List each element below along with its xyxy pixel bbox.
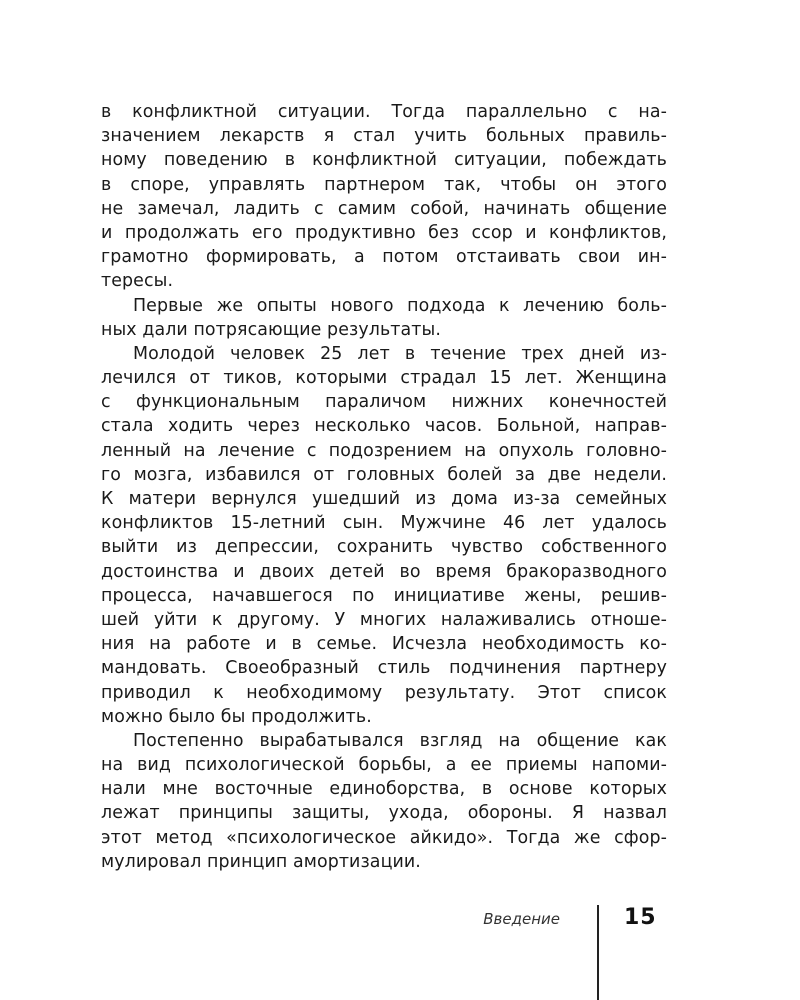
text-line: шей уйти к другому. У многих налаживались отноше- <box>101 609 667 630</box>
page-number: 15 <box>624 905 657 930</box>
text-line: лечился от тиков, которыми страдал 15 лет. Женщина <box>101 368 667 389</box>
paragraph-2 <box>101 294 667 342</box>
text-line: на вид психологической борьбы, а ее приемы напоми- <box>101 755 667 776</box>
text-line: К матери вернулся ушедший из дома из-за семейных <box>101 489 667 509</box>
text-line: Молодой человек 25 лет в течение трех дней из- <box>133 343 667 364</box>
text-line: достоинства и двоих детей во время бракоразводного <box>101 561 667 582</box>
text-line: ния на работе и в семье. Исчезла необходимость ко- <box>101 634 667 655</box>
text-line: процесса, начавшегося по инициативе жены, решив- <box>101 585 667 606</box>
text-line: лежат принципы защиты, ухода, обороны. Я назвал <box>101 803 667 824</box>
running-footer-title: Введение <box>483 910 560 928</box>
text-line: грамотно формировать, а потом отстаивать свои ин- <box>101 247 667 268</box>
text-line: стала ходить через несколько часов. Больной, направ- <box>101 416 667 437</box>
paragraph-3 <box>101 342 667 729</box>
text-line: конфликтов 15-летний сын. Мужчине 46 лет удалось <box>101 513 667 534</box>
text-line: значением лекарств я стал учить больных правиль- <box>101 126 667 147</box>
text-line: можно было бы продолжить. <box>101 706 372 727</box>
text-line: мулировал принцип амортизации. <box>101 851 421 872</box>
text-line: Первые же опыты нового подхода к лечению боль- <box>133 295 667 316</box>
text-line: го мозга, избавился от головных болей за две недели. <box>101 464 667 485</box>
body-text <box>101 100 667 874</box>
text-line: с функциональным параличом нижних конечностей <box>101 392 667 413</box>
text-line: в споре, управлять партнером так, чтобы он этого <box>101 174 667 195</box>
text-line: этот метод «психологическое айкидо». Тогда же сфор- <box>101 827 667 848</box>
text-line: ленный на лечение с подозрением на опухоль головно- <box>101 440 667 461</box>
text-line: приводил к необходимому результату. Этот список <box>101 682 667 703</box>
text-line: в конфликтной ситуации. Тогда параллельно с на- <box>101 102 667 122</box>
text-line: мандовать. Своеобразный стиль подчинения партнеру <box>101 658 667 679</box>
paragraph-1 <box>101 100 667 294</box>
text-line: и продолжать его продуктивно без ссор и конфликтов, <box>101 222 667 243</box>
text-line: не замечал, ладить с самим собой, начинать общение <box>101 198 667 219</box>
text-line: Постепенно вырабатывался взгляд на общение как <box>133 730 667 751</box>
text-line: ных дали потрясающие результаты. <box>101 319 441 340</box>
text-line: ному поведению в конфликтной ситуации, побеждать <box>101 150 667 171</box>
text-line: нали мне восточные единоборства, в основе которых <box>101 779 667 800</box>
text-line: выйти из депрессии, сохранить чувство собственного <box>101 537 667 558</box>
paragraph-4 <box>101 729 667 874</box>
text-line: тересы. <box>101 271 174 292</box>
footer-divider <box>597 905 599 1000</box>
